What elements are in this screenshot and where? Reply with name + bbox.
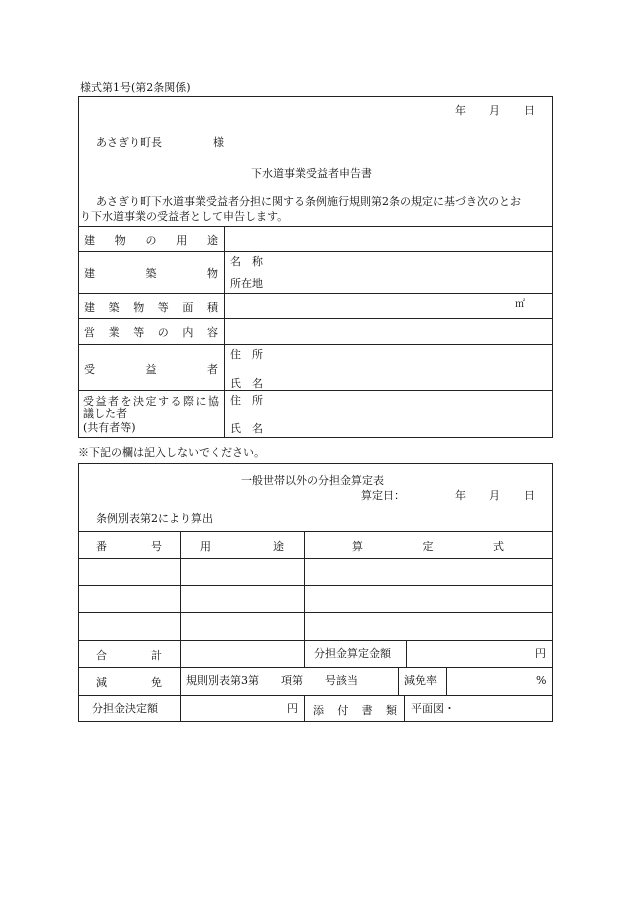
- col-header-number: 番 号: [96, 540, 162, 553]
- intro-line-2: り下水道事業の受益者として申告します。: [80, 210, 289, 223]
- total-label: 合 計: [96, 649, 162, 662]
- beneficiary-name-label: 氏 名: [230, 377, 263, 390]
- label-consulted-line2: 議した者: [83, 407, 127, 420]
- reduction-percent: %: [536, 674, 547, 687]
- note-do-not-fill: ※下記の欄は記入しないでください。: [78, 446, 265, 459]
- building-location-label: 所在地: [230, 277, 263, 290]
- consulted-address-label: 住 所: [230, 394, 263, 407]
- form-title: 下水道事業受益者申告書: [251, 167, 372, 180]
- decided-amount-label: 分担金決定額: [92, 702, 158, 715]
- amount-yen: 円: [535, 647, 546, 660]
- decided-amount-yen: 円: [287, 702, 298, 715]
- reduction-rule: 規則別表第3第 項第 号該当: [186, 674, 358, 687]
- calc-date-day: 日: [524, 489, 535, 502]
- amount-label: 分担金算定金額: [314, 647, 391, 660]
- beneficiary-address-label: 住 所: [230, 348, 263, 361]
- label-consulted-line1: 受 益 者 を 決 定 す る 際 に 協: [83, 395, 219, 408]
- col-header-use: 用 途: [200, 540, 284, 553]
- label-building-use: 建 物 の 用 途: [84, 234, 218, 247]
- date-year: 年: [455, 104, 466, 117]
- label-business: 営 業 等 の 内 容: [84, 326, 218, 339]
- calc-title: 一般世帯以外の分担金算定表: [241, 474, 384, 487]
- area-unit: ㎡: [515, 299, 525, 310]
- label-beneficiary: 受 益 者: [84, 363, 218, 376]
- reduction-label: 減 免: [96, 676, 162, 689]
- calc-basis: 条例別表第2により算出: [96, 512, 213, 525]
- attachments-value: 平面図・: [411, 702, 455, 715]
- calc-date-label: 算定日：: [361, 489, 405, 502]
- attachments-label: 添 付 書 類: [313, 704, 397, 717]
- building-name-label: 名 称: [230, 255, 263, 268]
- label-consulted-line3: (共有者等): [83, 421, 136, 434]
- consulted-name-label: 氏 名: [230, 422, 263, 435]
- date-month: 月: [489, 104, 500, 117]
- date-day: 日: [524, 104, 535, 117]
- label-building: 建 築 物: [84, 267, 218, 280]
- calc-date-month: 月: [489, 489, 500, 502]
- reduction-rate-label: 減免率: [404, 674, 437, 687]
- calc-date-year: 年: [455, 489, 466, 502]
- intro-line-1: あさぎり町下水道事業受益者分担に関する条例施行規則第2条の規定に基づき次のとお: [96, 195, 521, 208]
- addressee-honorific: 様: [213, 136, 224, 149]
- col-header-formula: 算 定 式: [352, 540, 504, 553]
- addressee-name: あさぎり町長: [96, 136, 162, 149]
- form-number: 様式第1号(第2条関係): [80, 81, 191, 94]
- label-floor-area: 建 築 物 等 面 積: [84, 301, 218, 314]
